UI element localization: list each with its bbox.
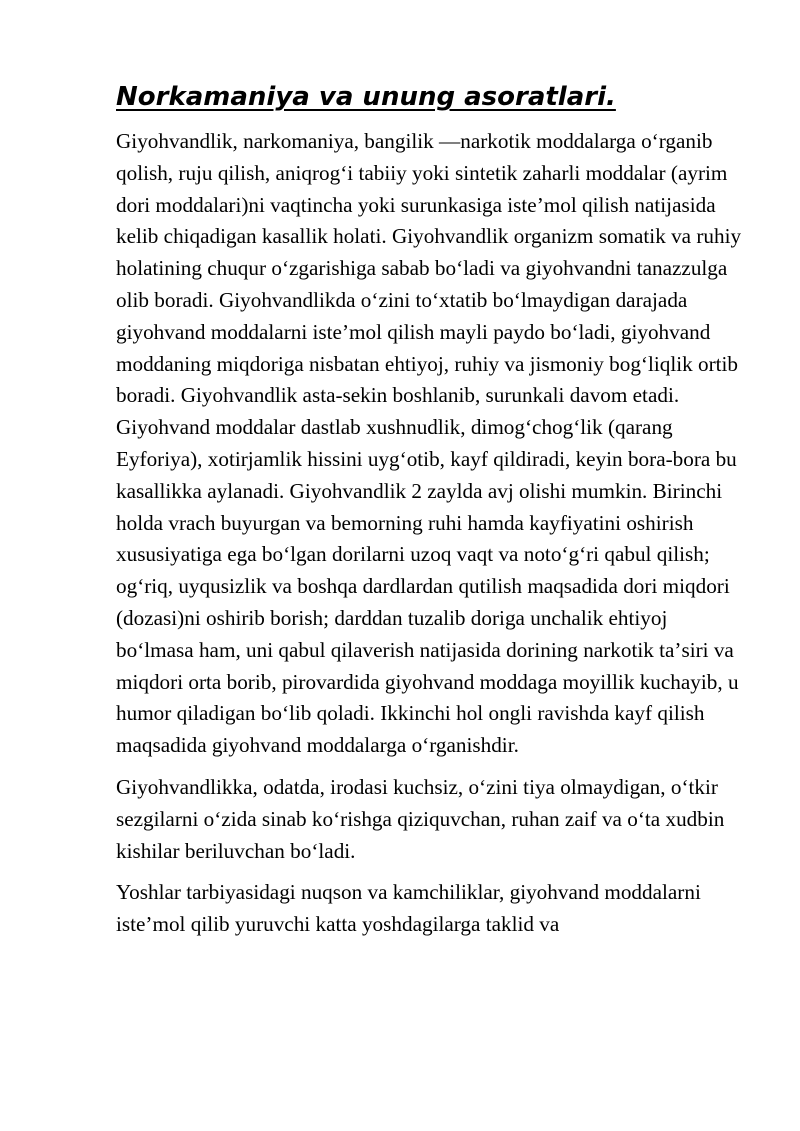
document-title: Norkamaniya va unung asoratlari. (116, 82, 616, 112)
paragraph-2: Giyohvandlikka, odatda, irodasi kuchsiz, oʻzini tiya olmaydigan, oʻtkir sezgilarni oʻzida sinab koʻrishga qiziquvchan, ruhan zaif va oʻta xudbin kishilar beriluvchan boʻladi. (116, 774, 725, 863)
document-page (116, 80, 746, 951)
paragraph-1: Giyohvandlik, narkomaniya, bangilik —narkotik moddalarga oʻrganib qolish, ruju qilish, aniqrogʻi tabiiy yoki sintetik zaharli moddalar (ayrim dori moddalari)ni vaqtincha yoki surunkasiga isteʼmol qilish natijasida kelib chiqadigan kasallik holati. Giyohvandlik organizm somatik va ruhiy holatining chuqur oʻzgarishiga sabab boʻladi va giyohvandni tanazzulga olib boradi. Giyohvandlikda oʻzini toʻxtatib boʻlmaydigan darajada giyohvand moddalarni isteʼmol qilish mayli paydo boʻladi, giyohvand moddaning miqdoriga nisbatan ehtiyoj, ruhiy va jismoniy bogʻliqlik ortib boradi. Giyohvandlik asta-sekin boshlanib, surunkali davom etadi. Giyohvand moddalar dastlab xushnudlik, dimogʻchogʻlik (qarang Eyforiya), xotirjamlik hissini uygʻotib, kayf qildiradi, keyin bora-bora bu kasallikka aylanadi. Giyohvandlik 2 zaylda avj olishi mumkin. Birinchi holda vrach buyurgan va bemorning ruhi hamda kayfiyatini oshirish xususiyatiga ega boʻlgan dorilarni uzoq vaqt va notoʻgʻri qabul qilish; ogʻriq, uyqusizlik va boshqa dardlardan qutilish maqsadida dori miqdori (dozasi)ni oshirib borish; darddan tuzalib doriga unchalik ehtiyoj boʻlmasa ham, uni qabul qilaverish natijasida dorining narkotik taʼsiri va miqdori orta borib, pirovardida giyohvand moddaga moyillik kuchayib, u humor qiladigan boʻlib qoladi. Ikkinchi hol ongli ravishda kayf qilish maqsadida giyohvand moddalarga oʻrganishdir. (116, 129, 742, 758)
paragraph-3: Yoshlar tarbiyasidagi nuqson va kamchiliklar, giyohvand moddalarni isteʼmol qilib yuruvchi katta yoshdagilarga taklid va (116, 880, 701, 937)
